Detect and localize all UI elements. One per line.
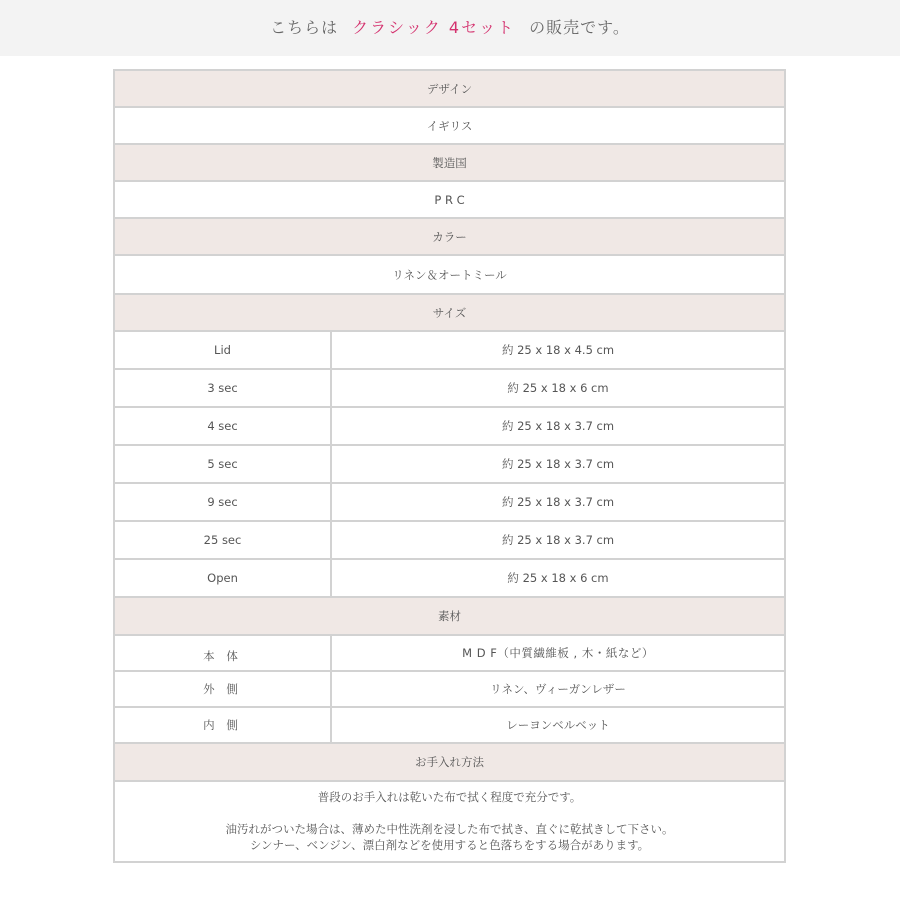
design-value: イギリス bbox=[114, 107, 785, 144]
care-label: お手入れ方法 bbox=[114, 743, 785, 781]
design-header-row bbox=[114, 70, 785, 107]
color-label: カラー bbox=[114, 218, 785, 255]
origin-value: P R C bbox=[114, 181, 785, 218]
care-line-3: シンナー、ベンジン、漂白剤などを使用すると色落ちをする場合があります。 bbox=[249, 837, 650, 852]
size-row-value: 約 25 x 18 x 4.5 cm bbox=[331, 331, 785, 369]
banner-suffix: の販売です。 bbox=[529, 18, 630, 37]
color-value-row bbox=[114, 255, 785, 294]
material-row-name: 内 側 bbox=[114, 707, 331, 743]
size-header-row bbox=[114, 294, 785, 331]
size-row-name: Lid bbox=[114, 331, 331, 369]
color-header-row bbox=[114, 218, 785, 255]
origin-header-row bbox=[114, 144, 785, 181]
material-row bbox=[114, 707, 785, 743]
size-row-value: 約 25 x 18 x 3.7 cm bbox=[331, 521, 785, 559]
care-header-row bbox=[114, 743, 785, 781]
size-row bbox=[114, 521, 785, 559]
care-value-row bbox=[114, 781, 785, 862]
origin-label: 製造国 bbox=[114, 144, 785, 181]
material-row bbox=[114, 635, 785, 671]
origin-value-row bbox=[114, 181, 785, 218]
care-text bbox=[114, 781, 785, 862]
material-row bbox=[114, 671, 785, 707]
size-row-name: 9 sec bbox=[114, 483, 331, 521]
banner-prefix: こちらは bbox=[270, 18, 339, 37]
size-row-value: 約 25 x 18 x 3.7 cm bbox=[331, 407, 785, 445]
banner-product-name: クラシック 4セット bbox=[352, 18, 516, 37]
banner bbox=[0, 0, 900, 56]
size-row bbox=[114, 331, 785, 369]
material-row-value: レーヨンベルベット bbox=[331, 707, 785, 743]
size-row bbox=[114, 407, 785, 445]
size-row-name: 4 sec bbox=[114, 407, 331, 445]
material-row-value: リネン、ヴィーガンレザー bbox=[331, 671, 785, 707]
size-row-value: 約 25 x 18 x 3.7 cm bbox=[331, 483, 785, 521]
color-value: リネン＆オートミール bbox=[114, 255, 785, 294]
size-row-name: 3 sec bbox=[114, 369, 331, 407]
material-row-value: M D F（中質繊維板 , 木・紙など） bbox=[331, 635, 785, 671]
material-label: 素材 bbox=[114, 597, 785, 635]
design-label: デザイン bbox=[114, 70, 785, 107]
material-row-name: 本 体 bbox=[114, 635, 331, 671]
size-row-value: 約 25 x 18 x 6 cm bbox=[331, 369, 785, 407]
size-row-name: 25 sec bbox=[114, 521, 331, 559]
size-row-value: 約 25 x 18 x 6 cm bbox=[331, 559, 785, 597]
care-line-2: 油汚れがついた場合は、薄めた中性洗剤を浸した布で拭き、直ぐに乾拭きして下さい。 bbox=[225, 821, 674, 836]
size-row-name: Open bbox=[114, 559, 331, 597]
size-row bbox=[114, 559, 785, 597]
care-line-1: 普段のお手入れは乾いた布で拭く程度で充分です。 bbox=[317, 789, 582, 804]
size-row-name: 5 sec bbox=[114, 445, 331, 483]
size-row bbox=[114, 445, 785, 483]
spec-table bbox=[113, 69, 786, 863]
size-row-value: 約 25 x 18 x 3.7 cm bbox=[331, 445, 785, 483]
size-row bbox=[114, 483, 785, 521]
material-header-row bbox=[114, 597, 785, 635]
design-value-row bbox=[114, 107, 785, 144]
size-label: サイズ bbox=[114, 294, 785, 331]
size-row bbox=[114, 369, 785, 407]
material-row-name: 外 側 bbox=[114, 671, 331, 707]
